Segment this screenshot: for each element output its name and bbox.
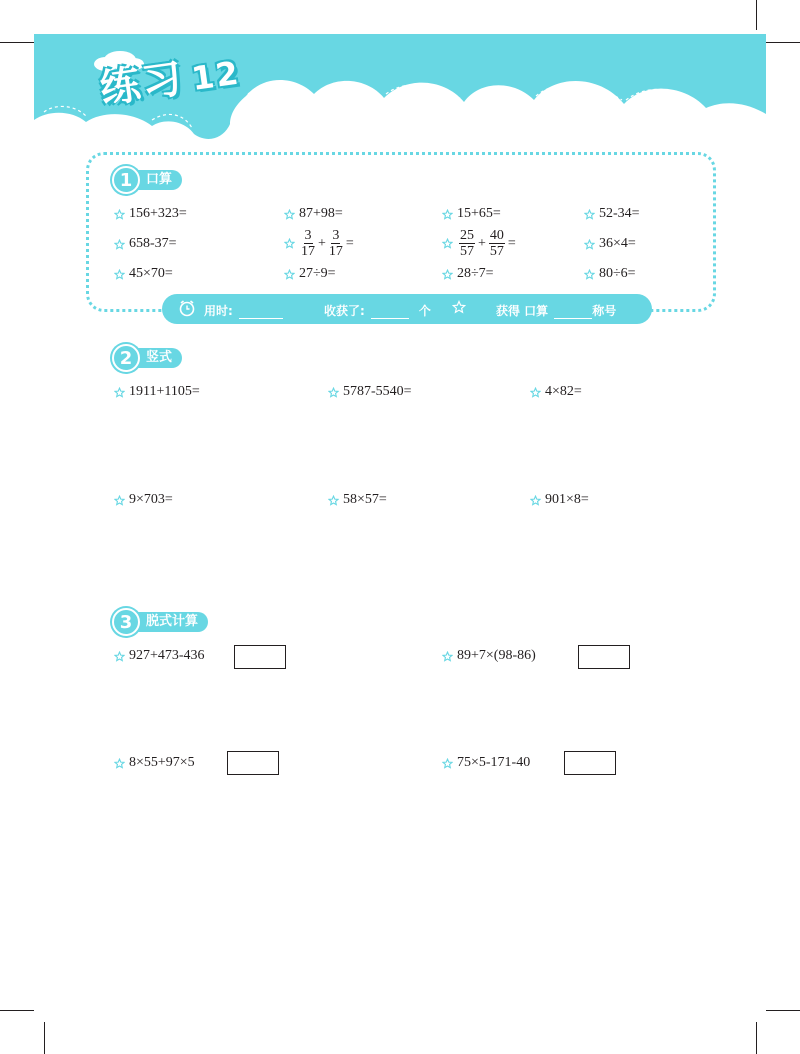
star-icon — [328, 387, 339, 398]
crop-mark — [0, 1010, 34, 1011]
section-1-label: 口算 — [130, 170, 182, 190]
problem: 1911+1105= — [114, 384, 200, 400]
stats-bar — [162, 294, 652, 324]
star-icon — [114, 387, 125, 398]
star-icon — [442, 238, 453, 249]
section-2-number: 2 — [112, 344, 140, 372]
problem: 58×57= — [328, 492, 387, 508]
section-3-label: 脱式计算 — [130, 612, 208, 632]
answer-box[interactable] — [564, 751, 616, 775]
answer-box[interactable] — [578, 645, 630, 669]
problem: 4×82= — [530, 384, 582, 400]
problem: 27÷9= — [284, 266, 336, 282]
fraction-problem: $\frac{25}{57}$ + $\frac{40}{57}$ = — [442, 228, 517, 259]
got-blank — [371, 306, 409, 319]
star-icon — [584, 239, 595, 250]
star-icon — [284, 238, 295, 249]
earn-label: 获得 口算 称号 — [496, 304, 617, 318]
star-icon — [442, 209, 453, 220]
crop-mark — [766, 1010, 800, 1011]
section-2-tag — [112, 346, 182, 370]
fraction: $\frac{40}{57}$ — [489, 228, 504, 259]
star-icon — [284, 269, 295, 280]
star-icon — [114, 758, 125, 769]
time-label: 用时: — [204, 302, 283, 319]
fraction: $\frac{3}{17}$ — [301, 228, 315, 259]
fraction: $\frac{25}{57}$ — [460, 228, 474, 259]
star-icon — [114, 651, 125, 662]
problem: 927+473-436 — [114, 648, 205, 664]
star-icon — [442, 651, 453, 662]
title-number: 12 — [189, 53, 243, 98]
problem: 87+98= — [284, 206, 343, 222]
star-icon — [114, 239, 125, 250]
problem: 5787-5540= — [328, 384, 412, 400]
problem: 658-37= — [114, 236, 177, 252]
problem: 15+65= — [442, 206, 501, 222]
star-icon — [530, 387, 541, 398]
star-icon — [584, 269, 595, 280]
problem: 901×8= — [530, 492, 589, 508]
title-blank — [554, 306, 592, 319]
time-blank — [239, 306, 283, 319]
crop-mark — [766, 42, 800, 43]
problem: 75×5-171-40 — [442, 755, 530, 771]
crop-mark — [756, 1022, 757, 1054]
title-text: 练习 — [97, 55, 187, 113]
problem: 156+323= — [114, 206, 187, 222]
got-label: 收获了: 个 — [324, 304, 431, 318]
section-3-tag — [112, 610, 208, 634]
star-icon — [114, 209, 125, 220]
answer-box[interactable] — [234, 645, 286, 669]
problem: 89+7×(98-86) — [442, 648, 536, 664]
section-1-number: 1 — [112, 166, 140, 194]
problem: 28÷7= — [442, 266, 494, 282]
star-icon — [530, 495, 541, 506]
star-icon — [284, 209, 295, 220]
star-icon — [114, 269, 125, 280]
star-icon — [584, 209, 595, 220]
star-icon — [328, 495, 339, 506]
fraction-problem: $\frac{3}{17}$ + $\frac{3}{17}$ = — [284, 228, 355, 259]
star-outline-icon — [452, 300, 466, 317]
section-3-number: 3 — [112, 608, 140, 636]
section-1-tag — [112, 168, 182, 192]
star-icon — [442, 758, 453, 769]
problem: 8×55+97×5 — [114, 755, 195, 771]
crop-mark — [44, 1022, 45, 1054]
crop-mark — [0, 42, 34, 43]
problem: 9×703= — [114, 492, 173, 508]
crop-mark — [756, 0, 757, 30]
fraction: $\frac{3}{17}$ — [328, 228, 343, 259]
answer-box[interactable] — [227, 751, 279, 775]
problem: 45×70= — [114, 266, 173, 282]
clock-icon — [178, 299, 196, 320]
star-icon — [114, 495, 125, 506]
problem: 52-34= — [584, 206, 640, 222]
problem: 36×4= — [584, 236, 636, 252]
star-icon — [442, 269, 453, 280]
problem: 80÷6= — [584, 266, 636, 282]
section-2-label: 竖式 — [130, 348, 182, 368]
